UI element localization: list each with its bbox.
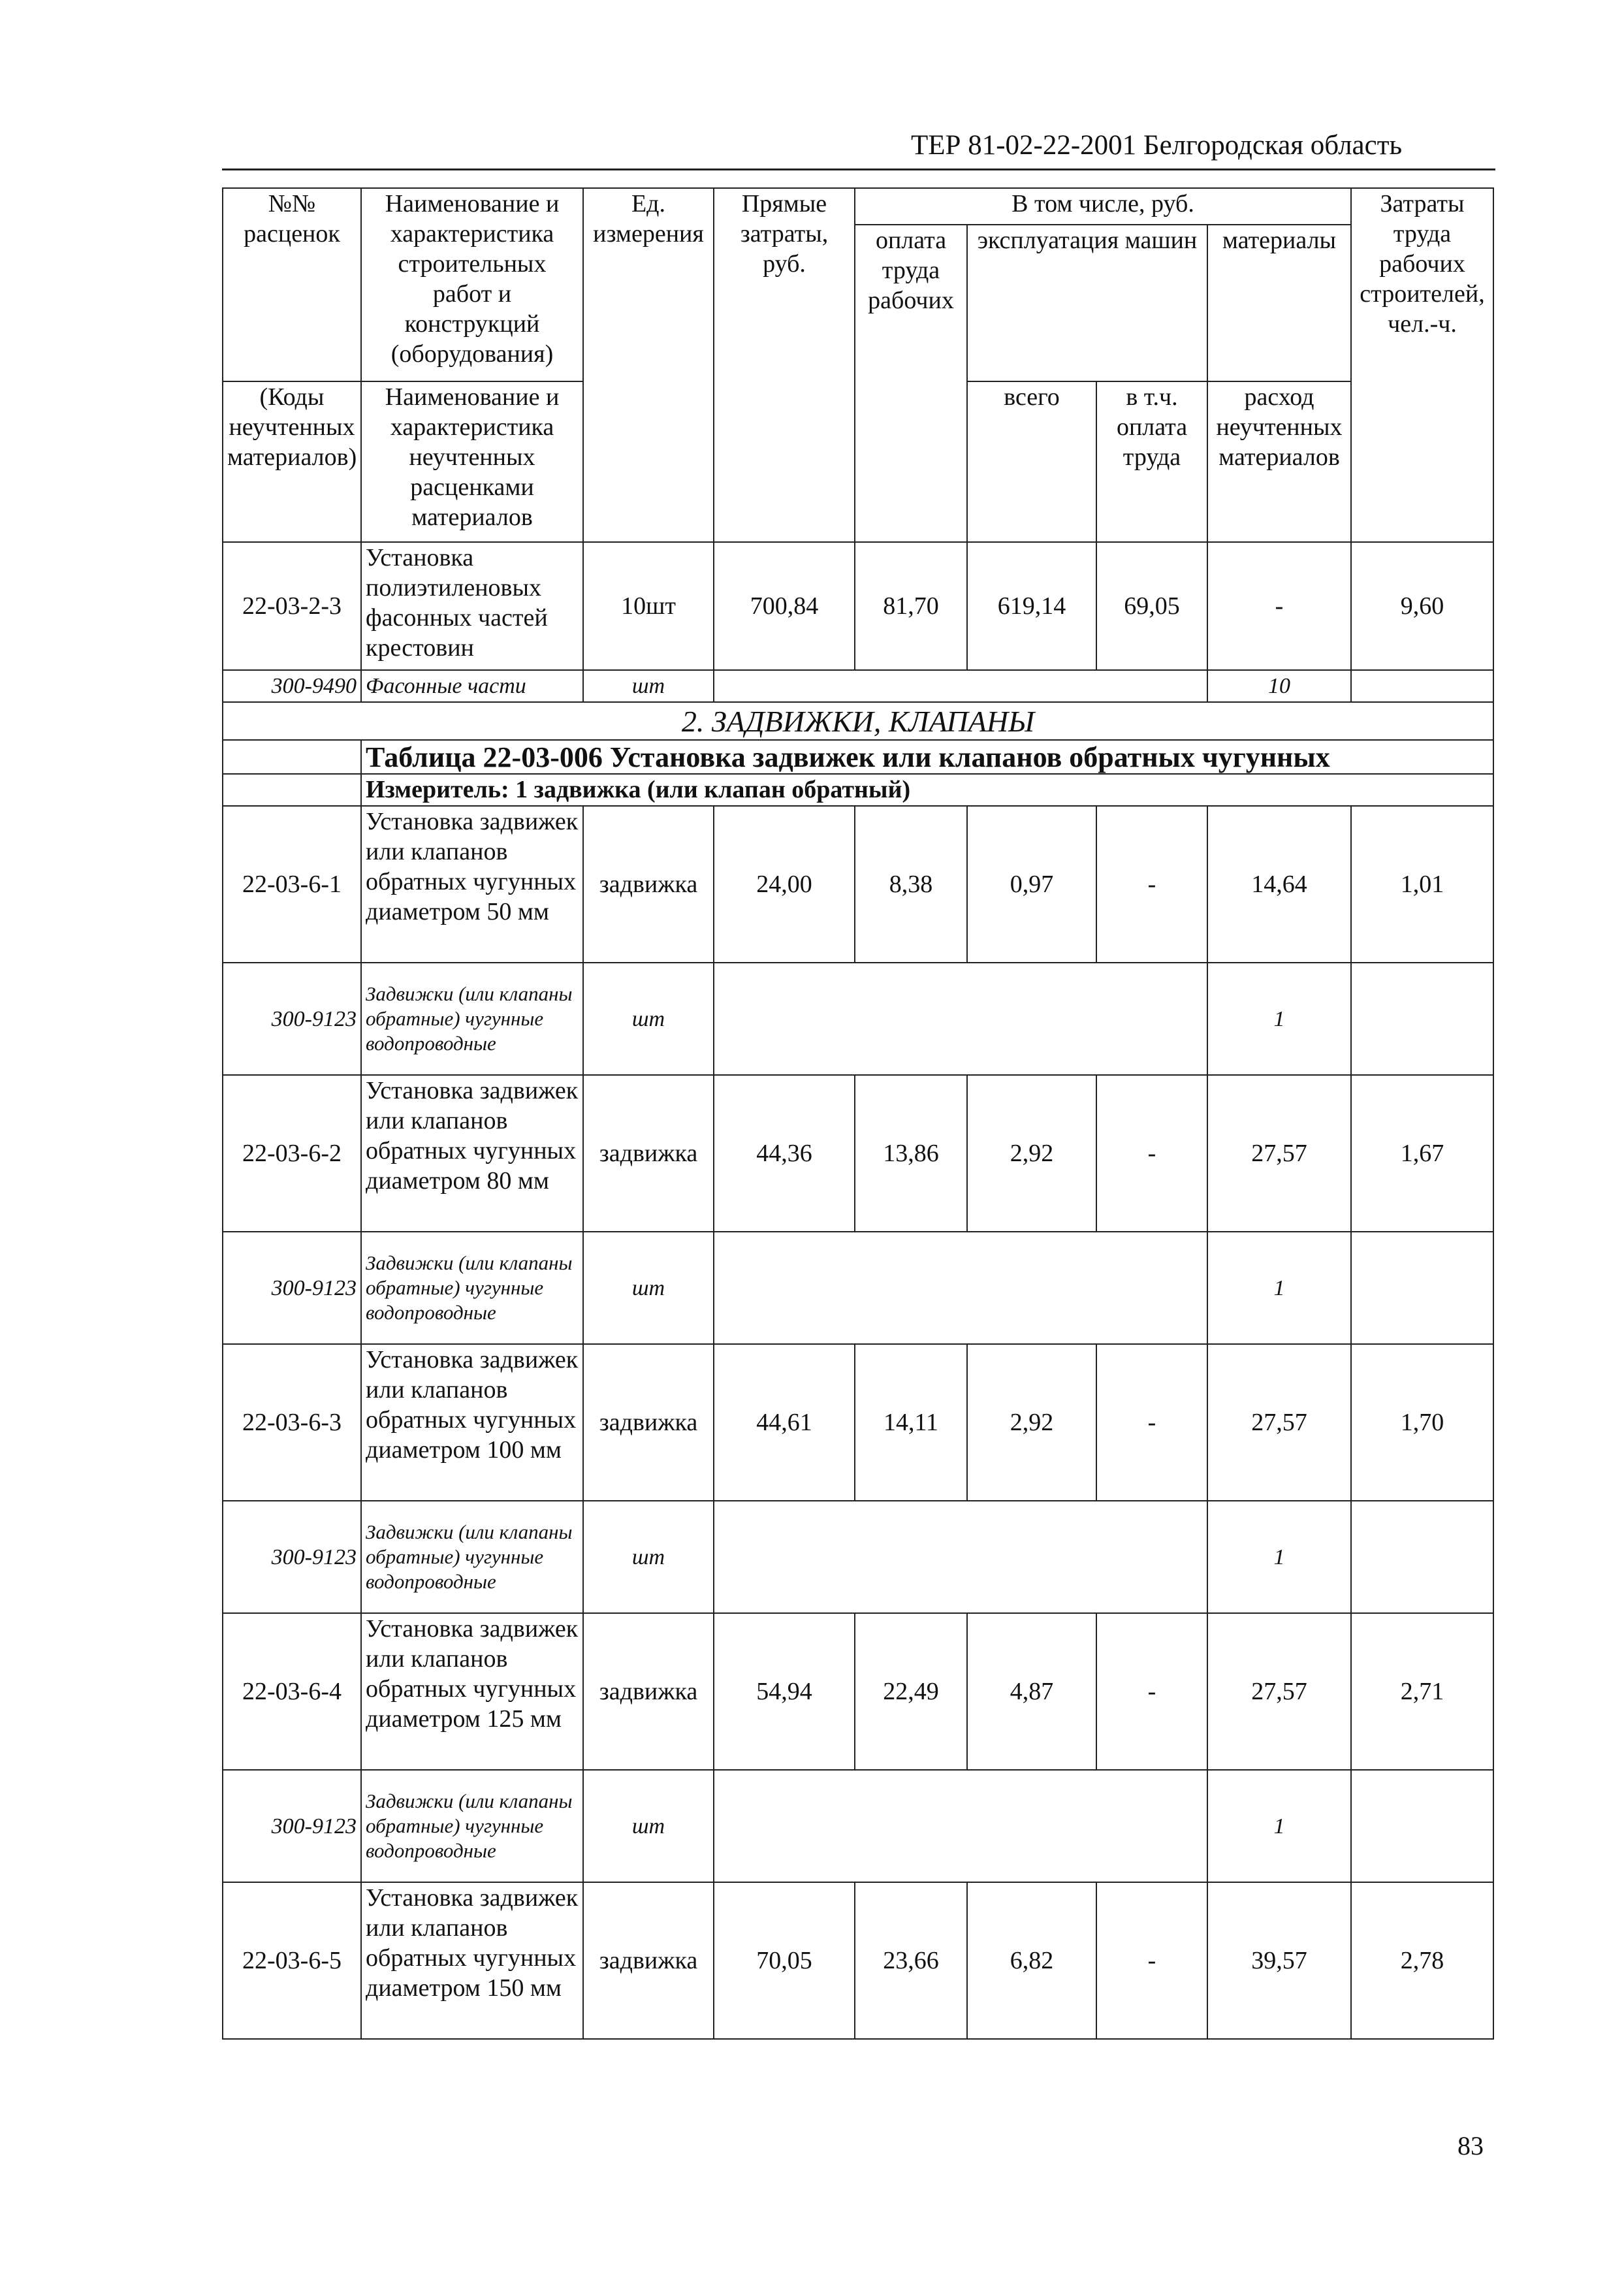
rate-materials: 27,57	[1207, 1344, 1351, 1501]
rate-machines-wage: -	[1096, 1613, 1207, 1770]
rate-machines-wage: -	[1096, 1075, 1207, 1232]
material-quantity: 1	[1207, 963, 1351, 1075]
rate-materials: 39,57	[1207, 1882, 1351, 2039]
col-name-header: Наименование и характеристика строительных работ и конструкций (оборудования)	[361, 188, 583, 381]
rate-machines-wage: -	[1096, 806, 1207, 963]
col-mach-total-header: всего	[967, 381, 1096, 542]
material-row	[223, 1770, 1493, 1882]
rate-machines-wage: 69,05	[1096, 542, 1207, 670]
page-header: ТЕР 81-02-22-2001 Белгородская область	[911, 130, 1403, 161]
rate-direct-cost: 700,84	[714, 542, 855, 670]
col-code-header: №№ расценок	[223, 188, 361, 381]
rate-direct-cost: 44,61	[714, 1344, 855, 1501]
material-unit: шт	[583, 963, 714, 1075]
rate-unit: задвижка	[583, 1075, 714, 1232]
rate-unit: задвижка	[583, 1344, 714, 1501]
rate-name: Установка полиэтиленовых фасонных частей крестовин	[361, 542, 583, 670]
table-row	[223, 1882, 1493, 2039]
material-quantity: 10	[1207, 670, 1351, 702]
material-row	[223, 1232, 1493, 1344]
rate-machines-total: 0,97	[967, 806, 1096, 963]
material-unit: шт	[583, 1232, 714, 1344]
rate-name: Установка задвижек или клапанов обратных чугунных диаметром 150 мм	[361, 1882, 583, 2039]
material-name: Задвижки (или клапаны обратные) чугунные водопроводные	[361, 1232, 583, 1344]
col-unit-header: Ед. измерения	[583, 188, 714, 542]
rate-wage: 13,86	[855, 1075, 967, 1232]
table-row	[223, 1075, 1493, 1232]
measure-unit: Измеритель: 1 задвижка (или клапан обратный)	[361, 774, 1493, 806]
rate-direct-cost: 70,05	[714, 1882, 855, 2039]
col-incl-header: В том числе, руб.	[855, 188, 1351, 225]
rate-name: Установка задвижек или клапанов обратных чугунных диаметром 125 мм	[361, 1613, 583, 1770]
material-name: Задвижки (или клапаны обратные) чугунные водопроводные	[361, 963, 583, 1075]
material-quantity: 1	[1207, 1501, 1351, 1613]
material-quantity: 1	[1207, 1770, 1351, 1882]
rate-labor: 1,70	[1351, 1344, 1493, 1501]
table-title: Таблица 22-03-006 Установка задвижек или клапанов обратных чугунных	[361, 740, 1493, 774]
material-name: Фасонные части	[361, 670, 583, 702]
rate-machines-total: 619,14	[967, 542, 1096, 670]
rate-labor: 2,71	[1351, 1613, 1493, 1770]
rate-machines-total: 4,87	[967, 1613, 1096, 1770]
material-unit: шт	[583, 670, 714, 702]
col-unaccounted-consumption-header: расход неучтенных материалов	[1207, 381, 1351, 542]
table-row	[223, 1613, 1493, 1770]
rate-materials: 27,57	[1207, 1613, 1351, 1770]
rate-code: 22-03-6-2	[223, 1075, 361, 1232]
material-unit: шт	[583, 1770, 714, 1882]
rate-unit: задвижка	[583, 1613, 714, 1770]
rate-materials: 14,64	[1207, 806, 1351, 963]
rate-wage: 81,70	[855, 542, 967, 670]
rate-materials: -	[1207, 542, 1351, 670]
rate-labor: 9,60	[1351, 542, 1493, 670]
rate-direct-cost: 24,00	[714, 806, 855, 963]
rate-machines-total: 6,82	[967, 1882, 1096, 2039]
col-codes-unaccounted-header: (Коды неучтенных материалов)	[223, 381, 361, 542]
rate-code: 22-03-6-4	[223, 1613, 361, 1770]
rate-name: Установка задвижек или клапанов обратных чугунных диаметром 80 мм	[361, 1075, 583, 1232]
rate-unit: задвижка	[583, 806, 714, 963]
rate-labor: 1,67	[1351, 1075, 1493, 1232]
material-name: Задвижки (или клапаны обратные) чугунные водопроводные	[361, 1501, 583, 1613]
material-row	[223, 963, 1493, 1075]
rate-direct-cost: 44,36	[714, 1075, 855, 1232]
table-row	[223, 1344, 1493, 1501]
page-number: 83	[1457, 2131, 1484, 2160]
header-rule	[222, 168, 1495, 170]
rate-machines-wage: -	[1096, 1882, 1207, 2039]
rate-code: 22-03-6-1	[223, 806, 361, 963]
material-code: 300-9123	[223, 1232, 361, 1344]
material-quantity: 1	[1207, 1232, 1351, 1344]
col-labor-header: Затраты труда рабочих строителей, чел.-ч.	[1351, 188, 1493, 542]
rates-table	[222, 187, 1494, 2040]
material-row	[223, 1501, 1493, 1613]
rate-code: 22-03-6-5	[223, 1882, 361, 2039]
table-row	[223, 806, 1493, 963]
material-code: 300-9490	[223, 670, 361, 702]
rate-code: 22-03-6-3	[223, 1344, 361, 1501]
material-unit: шт	[583, 1501, 714, 1613]
rate-unit: 10шт	[583, 542, 714, 670]
rate-wage: 14,11	[855, 1344, 967, 1501]
col-machines-header: эксплуатация машин	[967, 225, 1207, 381]
rate-unit: задвижка	[583, 1882, 714, 2039]
section-title: 2. ЗАДВИЖКИ, КЛАПАНЫ	[223, 702, 1493, 740]
rate-machines-total: 2,92	[967, 1344, 1096, 1501]
rate-labor: 1,01	[1351, 806, 1493, 963]
rate-direct-cost: 54,94	[714, 1613, 855, 1770]
rate-machines-total: 2,92	[967, 1075, 1096, 1232]
material-code: 300-9123	[223, 963, 361, 1075]
rate-name: Установка задвижек или клапанов обратных чугунных диаметром 50 мм	[361, 806, 583, 963]
rate-wage: 8,38	[855, 806, 967, 963]
col-direct-header: Прямые затраты, руб.	[714, 188, 855, 542]
material-name: Задвижки (или клапаны обратные) чугунные водопроводные	[361, 1770, 583, 1882]
material-code: 300-9123	[223, 1770, 361, 1882]
rate-wage: 23,66	[855, 1882, 967, 2039]
col-name-unaccounted-header: Наименование и характеристика неучтенных расценками материалов	[361, 381, 583, 542]
rate-name: Установка задвижек или клапанов обратных чугунных диаметром 100 мм	[361, 1344, 583, 1501]
rate-wage: 22,49	[855, 1613, 967, 1770]
col-wage-header: оплата труда рабочих	[855, 225, 967, 542]
col-mach-wage-header: в т.ч. оплата труда	[1096, 381, 1207, 542]
rate-materials: 27,57	[1207, 1075, 1351, 1232]
rate-machines-wage: -	[1096, 1344, 1207, 1501]
col-materials-header: материалы	[1207, 225, 1351, 381]
material-code: 300-9123	[223, 1501, 361, 1613]
rate-labor: 2,78	[1351, 1882, 1493, 2039]
rate-code: 22-03-2-3	[223, 542, 361, 670]
